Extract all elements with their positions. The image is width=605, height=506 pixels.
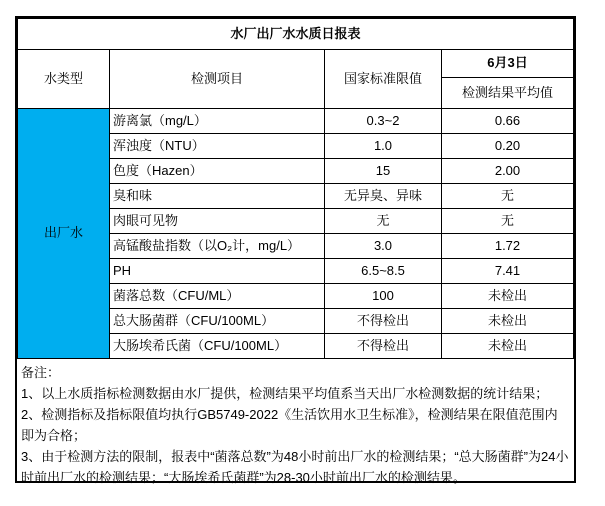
row-item-label: 臭和味 [110, 184, 325, 209]
row-result-value: 0.66 [442, 109, 574, 134]
row-standard-value: 0.3~2 [325, 109, 442, 134]
row-item-label: 菌落总数（CFU/ML） [110, 284, 325, 309]
row-standard-value: 不得检出 [325, 309, 442, 334]
row-standard-value: 无异臭、异味 [325, 184, 442, 209]
row-standard-value: 6.5~8.5 [325, 259, 442, 284]
row-standard-value: 无 [325, 209, 442, 234]
table-row [18, 109, 574, 134]
header-water-type: 水类型 [18, 50, 110, 109]
row-item-label: 色度（Hazen） [110, 159, 325, 184]
row-result-value: 0.20 [442, 134, 574, 159]
row-result-value: 1.72 [442, 234, 574, 259]
header-date: 6月3日 [442, 50, 574, 78]
row-result-value: 未检出 [442, 334, 574, 359]
title-row [18, 19, 574, 50]
notes-section [17, 359, 574, 488]
row-standard-value: 1.0 [325, 134, 442, 159]
row-item-label: 总大肠菌群（CFU/100ML） [110, 309, 325, 334]
note-item-3: 3、由于检测方法的限制，报表中“菌落总数”为48小时前出厂水的检测结果；“总大肠菌群”为24小时前出厂水的检测结果；“大肠埃希氏菌群”为28-30小时前出厂水的检测结果。 [21, 449, 569, 485]
row-standard-value: 15 [325, 159, 442, 184]
header-test-item: 检测项目 [110, 50, 325, 109]
header-result-avg: 检测结果平均值 [442, 78, 574, 109]
row-item-label: 肉眼可见物 [110, 209, 325, 234]
row-standard-value: 3.0 [325, 234, 442, 259]
row-item-label: PH [110, 259, 325, 284]
note-item-1: 1、以上水质指标检测数据由水厂提供，检测结果平均值系当天出厂水检测数据的统计结果； [21, 386, 549, 401]
row-standard-value: 不得检出 [325, 334, 442, 359]
note-item-2: 2、检测指标及指标限值均执行GB5749-2022《生活饮用水卫生标准》，检测结果在限值范围内即为合格； [21, 407, 558, 443]
row-result-value: 未检出 [442, 309, 574, 334]
header-standard-limit: 国家标准限值 [325, 50, 442, 109]
row-result-value: 无 [442, 184, 574, 209]
row-item-label: 浑浊度（NTU） [110, 134, 325, 159]
header-row-1 [18, 50, 574, 78]
row-result-value: 2.00 [442, 159, 574, 184]
row-item-label: 大肠埃希氏菌（CFU/100ML） [110, 334, 325, 359]
row-result-value: 无 [442, 209, 574, 234]
row-standard-value: 100 [325, 284, 442, 309]
row-result-value: 7.41 [442, 259, 574, 284]
row-result-value: 未检出 [442, 284, 574, 309]
row-item-label: 游离氯（mg/L） [110, 109, 325, 134]
report-title: 水厂出厂水水质日报表 [18, 19, 574, 50]
water-quality-report [15, 16, 576, 483]
water-type-cell: 出厂水 [18, 109, 110, 359]
row-item-label: 高锰酸盐指数（以O₂计，mg/L） [110, 234, 325, 259]
report-table [17, 18, 574, 359]
notes-label: 备注： [21, 365, 61, 380]
